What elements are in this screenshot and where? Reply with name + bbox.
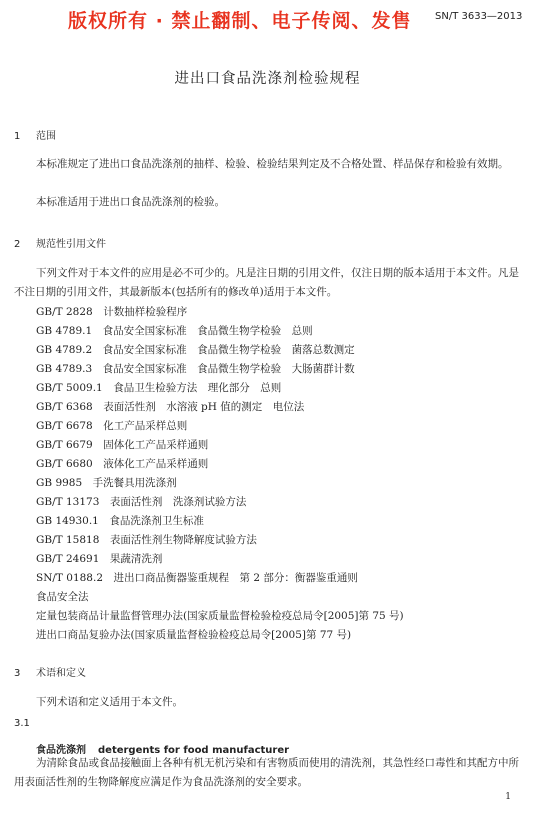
section-number: 3 (14, 668, 21, 679)
document-number: SN/T 3633—2013 (435, 11, 523, 22)
term-english: detergents for food manufacturer (98, 745, 290, 756)
reference-item: GB/T 2828 计数抽样检验程序 (36, 306, 188, 318)
reference-item: GB/T 13173 表面活性剂 洗涤剂试验方法 (36, 496, 247, 508)
reference-item: GB/T 5009.1 食品卫生检验方法 理化部分 总则 (36, 382, 282, 394)
reference-item: GB/T 6368 表面活性剂 水溶液 pH 值的测定 电位法 (36, 401, 305, 413)
section-title: 术语和定义 (36, 668, 86, 679)
reference-item: 进出口商品复验办法(国家质量监督检验检疫总局令[2005]第 77 号) (36, 629, 352, 641)
section-1-heading (14, 127, 56, 142)
reference-item: 定量包装商品计量监督管理办法(国家质量监督检验检疫总局令[2005]第 75 号) (36, 610, 404, 622)
reference-item: GB/T 24691 果蔬清洗剂 (36, 553, 163, 565)
section-2-heading (14, 235, 106, 250)
section-number: 1 (14, 131, 21, 142)
reference-item: GB 4789.1 食品安全国家标准 食品微生物学检验 总则 (36, 325, 313, 337)
reference-item: GB/T 15818 表面活性剂生物降解度试验方法 (36, 534, 257, 546)
reference-item: GB/T 6678 化工产品采样总则 (36, 420, 188, 432)
reference-item: GB/T 6679 固体化工产品采样通则 (36, 439, 209, 451)
scope-paragraph-1: 本标准规定了进出口食品洗涤剂的抽样、检验、检验结果判定及不合格处置、样品保存和检验有效期。 (36, 158, 509, 170)
watermark-banner: 版权所有 · 禁止翻制、电子传阅、发售 (68, 10, 412, 32)
page-title: 进出口食品洗涤剂检验规程 (174, 71, 361, 87)
term-chinese: 食品洗涤剂 (36, 745, 86, 756)
section-title: 规范性引用文件 (36, 239, 106, 250)
reference-item: 食品安全法 (36, 591, 89, 603)
references-intro: 下列文件对于本文件的应用是必不可少的。凡是注日期的引用文件，仅注日期的版本适用于本文件。凡是不注日期的引用文件，其最新版本(包括所有的修改单)适用于本文件。 (14, 267, 519, 298)
reference-item: GB 9985 手洗餐具用洗涤剂 (36, 477, 177, 489)
scope-paragraph-2: 本标准适用于进出口食品洗涤剂的检验。 (36, 196, 225, 208)
term-definition: 为清除食品或食品接触面上各种有机无机污染和有害物质而使用的清洗剂，其急性经口毒性和其配方中所用表面活性剂的生物降解度应满足作为食品洗涤剂的安全要求。 (14, 757, 519, 788)
reference-item: SN/T 0188.2 进出口商品衡器鉴重规程 第 2 部分：衡器鉴重通则 (36, 572, 358, 584)
page-number: 1 (505, 792, 511, 802)
terms-intro: 下列术语和定义适用于本文件。 (36, 696, 183, 708)
reference-item: GB/T 6680 液体化工产品采样通则 (36, 458, 209, 470)
reference-item: GB 4789.3 食品安全国家标准 食品微生物学检验 大肠菌群计数 (36, 363, 355, 375)
section-number: 2 (14, 239, 21, 250)
section-title: 范围 (36, 131, 56, 142)
reference-item: GB 4789.2 食品安全国家标准 食品微生物学检验 菌落总数测定 (36, 344, 355, 356)
section-3-heading (14, 664, 86, 679)
subsection-number: 3.1 (14, 718, 30, 729)
reference-item: GB 14930.1 食品洗涤剂卫生标准 (36, 515, 204, 527)
